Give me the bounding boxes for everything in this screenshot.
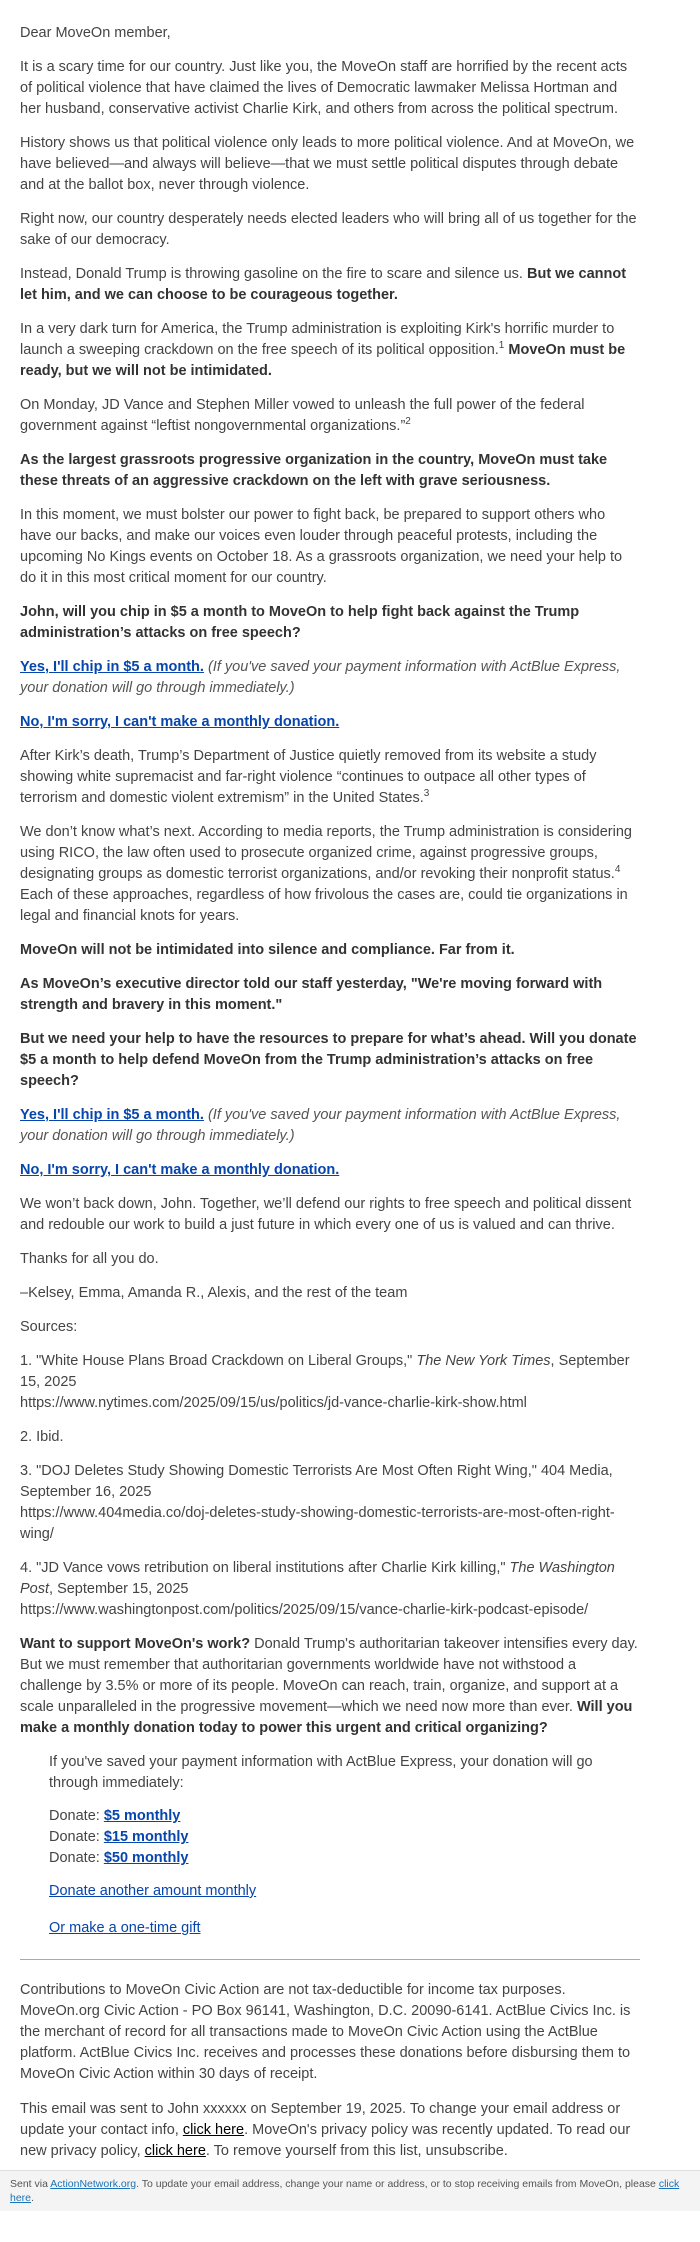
paragraph-10-text-2: Each of these approaches, regardless of how frivolous the cases are, could tie organizations in legal and financial knots for years. [20, 887, 628, 924]
source-date: , September 15, 2025 [49, 1581, 189, 1597]
paragraph-10 [20, 822, 640, 927]
donate-row [49, 1806, 640, 1827]
footnote-ref-2: 2 [405, 416, 411, 428]
paragraph-5 [20, 319, 640, 382]
divider [20, 1959, 640, 1960]
email-notice-text: . MoveOn's privacy policy was recently updated. To read our new privacy policy, [20, 2122, 631, 2159]
donate-list [49, 1806, 640, 1869]
paragraph-12 [20, 974, 640, 1016]
ask-1 [20, 602, 640, 644]
paragraph-12-bold: As MoveOn’s executive director told our staff yesterday, "We're moving forward with strength and bravery in this moment." [20, 976, 603, 1013]
source-item [20, 1461, 640, 1545]
footer-text: Sent via [10, 2178, 51, 2190]
legal-section [20, 1980, 640, 2162]
yes-donate-block-2 [20, 1105, 640, 1147]
footer-text: . [31, 2192, 34, 2204]
paragraph-9 [20, 746, 640, 809]
paragraph-8: In this moment, we must bolster our power to fight back, be prepared to support others who have our backs, and make our voices even louder through peaceful protests, including the upcoming No Kings events on October 18. As a grassroots organization, we need your help to do it in this most critical moment for our country. [20, 507, 623, 586]
paragraph-5-text: In a very dark turn for America, the Trump administration is exploiting Kirk's horrific murder to launch a sweeping crackdown on the free speech of its political opposition. [20, 321, 615, 358]
legal-disclaimer: Contributions to MoveOn Civic Action are not tax-deductible for income tax purposes. MoveOn.org Civic Action - PO Box 96141, Washington, D.C. 20090-6141. ActBlue Civics Inc. is the merchant of record for all transactions made to MoveOn Civic Action using the ActBlue platform. ActBlue Civics Inc. receives and processes these donations before disbursing them to MoveOn Civic Action within 30 days of receipt. [20, 1982, 631, 2082]
donate-another-amount-link[interactable]: Donate another amount monthly [49, 1883, 257, 1899]
email-notice-text: . To remove yourself from this list, unsubscribe. [205, 2143, 508, 2159]
source-item [20, 1427, 640, 1448]
source-publication: The New York Times [416, 1353, 551, 1369]
donation-options [20, 1752, 640, 1939]
source-url: https://www.404media.co/doj-deletes-study-showing-domestic-terrorists-are-most-often-right-wing/ [20, 1505, 615, 1542]
paragraph-6-text: On Monday, JD Vance and Stephen Miller vowed to unleash the full power of the federal government against “leftist nongovernmental organizations.” [20, 397, 585, 434]
paragraph-5-bold: MoveOn must be ready, but we will not be intimidated. [20, 342, 626, 379]
ask-2-bold: But we need your help to have the resources to prepare for what’s ahead. Will you donate $5 a month to help defend MoveOn from the Trump administration’s attacks on free speech? [20, 1031, 637, 1089]
email-notice [20, 2099, 640, 2162]
footer-text: . To update your email address, change your name or address, or to stop receiving emails from MoveOn, please [136, 2178, 659, 2190]
paragraph-3: Right now, our country desperately needs elected leaders who will bring all of us together for the sake of our democracy. [20, 211, 637, 248]
paragraph-7-bold: As the largest grassroots progressive organization in the country, MoveOn must take these threats of an aggressive crackdown on the left with grave seriousness. [20, 452, 608, 489]
paragraph-13: We won’t back down, John. Together, we’ll defend our rights to free speech and political dissent and redouble our work to build a just future in which every one of us is valued and can thrive. [20, 1196, 632, 1233]
paragraph-2: History shows us that political violence only leads to more political violence. And at MoveOn, we have believed—and always will believe—that we must settle political disputes through debate and at the ballot box, never through violence. [20, 135, 635, 193]
ask-1-bold: John, will you chip in $5 a month to MoveOn to help fight back against the Trump administration’s attacks on free speech? [20, 604, 580, 641]
update-contact-link[interactable]: click here [182, 2122, 245, 2138]
paragraph-9-text: After Kirk’s death, Trump’s Department of Justice quietly removed from its website a study showing white supremacist and far-right violence “continues to outpace all other types of terrorism and domestic violent extremism” in the United States. [20, 748, 597, 806]
no-donate-link[interactable]: No, I'm sorry, I can't make a monthly donation. [20, 714, 340, 730]
manage-subscription-link[interactable]: click here [10, 2178, 680, 2204]
support-paragraph [20, 1634, 640, 1739]
source-item [20, 1558, 640, 1621]
no-donate-block-1 [20, 712, 640, 733]
paragraph-10-text: We don’t know what’s next. According to media reports, the Trump administration is considering using RICO, the law often used to prosecute organized crime, against progressive groups, designating groups as domestic terrorist organizations, and/or revoking their nonprofit status. [20, 824, 632, 882]
donate-row [49, 1848, 640, 1869]
source-title: 3. "DOJ Deletes Study Showing Domestic Terrorists Are Most Often Right Wing," 404 Media, September 16, 2025 [20, 1463, 613, 1500]
sources [20, 1317, 640, 1621]
paragraph-11 [20, 940, 640, 961]
footnote-ref-3: 3 [423, 788, 430, 800]
donate-50-monthly-link[interactable]: $50 monthly [103, 1850, 189, 1866]
express-instructions: If you've saved your payment information with ActBlue Express, your donation will go through immediately: [49, 1754, 593, 1791]
support-bold: Will you make a monthly donation today to power this urgent and critical organizing? [20, 1699, 633, 1736]
paragraph-1: It is a scary time for our country. Just like you, the MoveOn staff are horrified by the recent acts of political violence that have claimed the lives of Democratic lawmaker Melissa Hortman and her husband, conservative activist Charlie Kirk, and others from across the political spectrum. [20, 59, 628, 117]
donate-15-monthly-link[interactable]: $15 monthly [103, 1829, 189, 1845]
paragraph-4 [20, 264, 640, 306]
actionnetwork-footer [0, 2170, 700, 2211]
no-donate-block-2 [20, 1160, 640, 1181]
privacy-policy-link[interactable]: click here [144, 2143, 206, 2159]
another-amount-block [49, 1881, 640, 1902]
thanks: Thanks for all you do. [20, 1251, 159, 1267]
paragraph-7 [20, 450, 640, 492]
ask-2 [20, 1029, 640, 1092]
one-time-gift-link[interactable]: Or make a one-time gift [49, 1920, 201, 1936]
yes-donate-block-1 [20, 657, 640, 699]
source-publication: The Washington Post [20, 1560, 615, 1597]
source-title: 1. "White House Plans Broad Crackdown on Liberal Groups," [20, 1353, 417, 1369]
no-donate-link[interactable]: No, I'm sorry, I can't make a monthly donation. [20, 1162, 340, 1178]
donate-row [49, 1827, 640, 1848]
express-note: (If you've saved your payment information with ActBlue Express, your donation will go through immediately.) [20, 659, 621, 696]
paragraph-4-text: Instead, Donald Trump is throwing gasoline on the fire to scare and silence us. [20, 266, 527, 282]
donate-label: Donate: [49, 1850, 104, 1866]
paragraph-11-bold: MoveOn will not be intimidated into silence and compliance. Far from it. [20, 942, 515, 958]
one-time-block [49, 1918, 640, 1939]
support-text: Donald Trump's authoritarian takeover intensifies every day. But we must remember that authoritarian governments worldwide have not withstood a challenge by 3.5% or more of its people. MoveOn can reach, train, organize, and support at a scale unparalleled in the progressive movement—which we need now more than ever. [20, 1636, 638, 1715]
sources-label: Sources: [20, 1319, 78, 1335]
source-title: 2. Ibid. [20, 1429, 64, 1445]
source-url: https://www.washingtonpost.com/politics/2025/09/15/vance-charlie-kirk-podcast-episode/ [20, 1602, 589, 1618]
footnote-ref-4: 4 [614, 864, 621, 876]
source-date: , September 15, 2025 [20, 1353, 630, 1390]
yes-donate-link[interactable]: Yes, I'll chip in $5 a month. [20, 1107, 204, 1123]
support-lead: Want to support MoveOn's work? [20, 1636, 251, 1652]
email-notice-text: This email was sent to John xxxxxx on September 19, 2025. To change your email address or update your contact info, [20, 2101, 621, 2138]
source-item [20, 1351, 640, 1414]
footnote-ref-1: 1 [498, 340, 505, 352]
actionnetwork-link[interactable]: ActionNetwork.org [50, 2178, 137, 2190]
donate-label: Donate: [49, 1808, 104, 1824]
donate-5-monthly-link[interactable]: $5 monthly [103, 1808, 181, 1824]
yes-donate-link[interactable]: Yes, I'll chip in $5 a month. [20, 659, 204, 675]
signoff: –Kelsey, Emma, Amanda R., Alexis, and the rest of the team [20, 1285, 408, 1301]
paragraph-6 [20, 395, 640, 437]
source-title: 4. "JD Vance vows retribution on liberal institutions after Charlie Kirk killing," [20, 1560, 510, 1576]
source-url: https://www.nytimes.com/2025/09/15/us/politics/jd-vance-charlie-kirk-show.html [20, 1395, 527, 1411]
donate-label: Donate: [49, 1829, 104, 1845]
paragraph-4-bold: But we cannot let him, and we can choose to be courageous together. [20, 266, 627, 303]
greeting: Dear MoveOn member, [20, 25, 171, 41]
express-note: (If you've saved your payment information with ActBlue Express, your donation will go through immediately.) [20, 1107, 621, 1144]
